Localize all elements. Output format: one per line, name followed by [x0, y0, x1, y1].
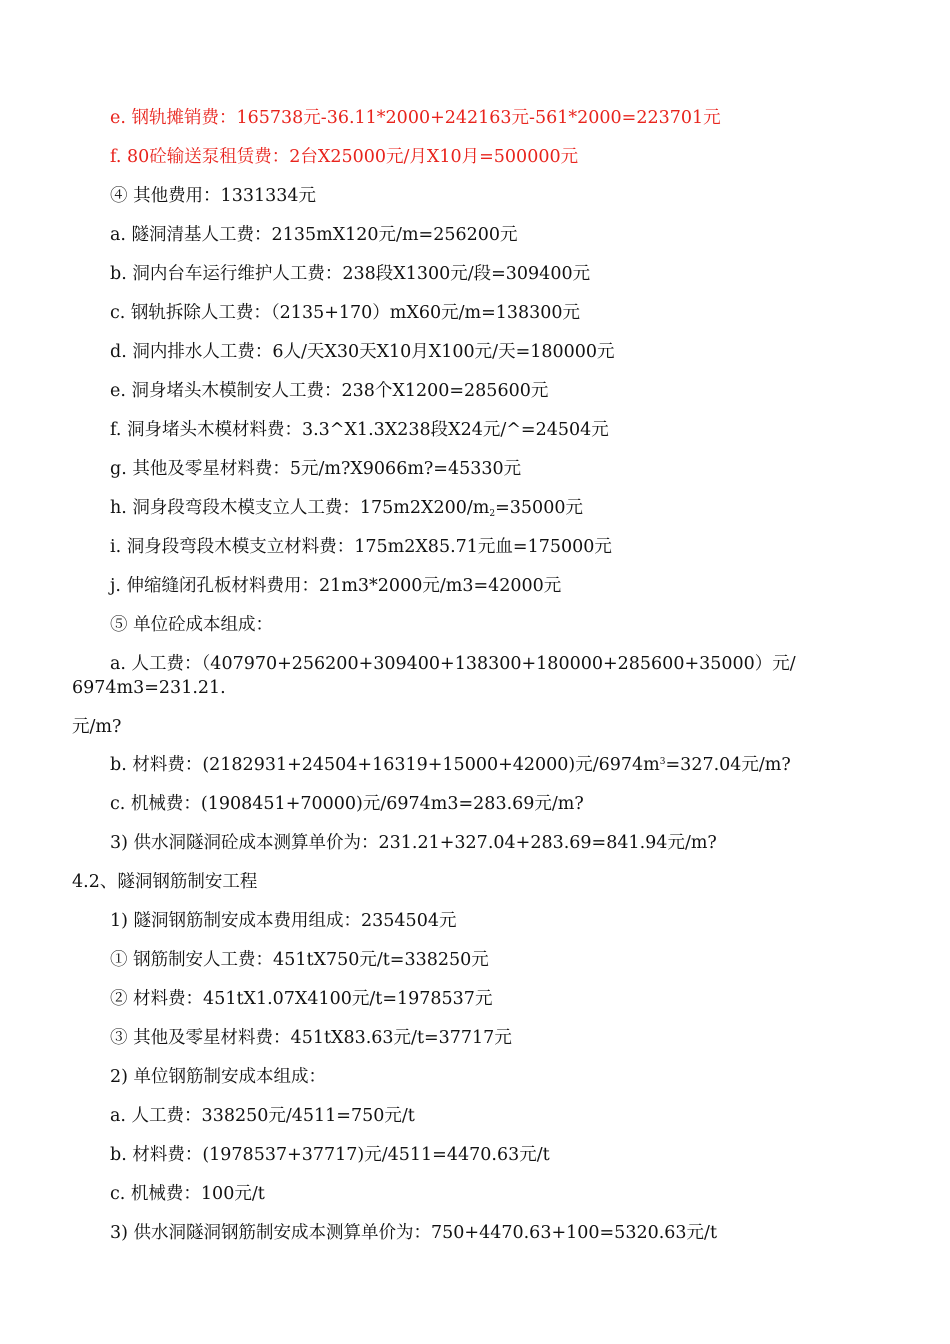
line-material-cost: [110, 753, 791, 777]
line-labor-cost-cont: 6974m3=231.21.: [72, 678, 226, 698]
line-material-cost-superscript: 3: [659, 757, 666, 767]
section-heading-4-2: 4.2、隧洞钢筋制安工程: [72, 872, 258, 892]
line-item-j: j. 伸缩缝闭孔板材料费用：21m3*2000元/m3=42000元: [110, 576, 562, 596]
line-machine-cost: c. 机械费：(1908451+70000)元/6974m3=283.69元/m?: [110, 794, 584, 814]
line-item-i: i. 洞身段弯段木模支立材料费：175m2X85.71元血=175000元: [110, 537, 612, 557]
line-rebar-unit-heading: 2) 单位钢筋制安成本组成：: [110, 1067, 327, 1087]
line-item-b: b. 洞内台车运行维护人工费：238段X1300元/段=309400元: [110, 264, 591, 284]
line-material-cost-main: b. 材料费：(2182931+24504+16319+15000+42000)元/6974m: [110, 755, 660, 775]
line-rebar-material: ② 材料费：451tX1.07X4100元/t=1978537元: [110, 989, 493, 1009]
line-concrete-unit-price: 3) 供水洞隧洞砼成本测算单价为：231.21+327.04+283.69=841.94元/m?: [110, 833, 717, 853]
line-pump-rental: f. 80砼输送泵租赁费：2台X25000元/月X10月=500000元: [110, 147, 579, 167]
line-item-h-tail: =35000元: [495, 498, 583, 518]
line-rebar-unit-material: b. 材料费：(1978537+37717)元/4511=4470.63元/t: [110, 1145, 550, 1165]
line-labor-cost-unit: 元/m?: [72, 717, 122, 737]
line-item-c: c. 钢轨拆除人工费：（2135+170）mX60元/m=138300元: [110, 303, 581, 323]
line-rebar-labor: ① 钢筋制安人工费：451tX750元/t=338250元: [110, 950, 489, 970]
line-item-h: [110, 496, 583, 520]
line-material-cost-tail: =327.04元/m?: [665, 755, 791, 775]
line-labor-cost: a. 人工费：（407970+256200+309400+138300+180000+285600+35000）元/: [110, 654, 796, 674]
line-item-d: d. 洞内排水人工费：6人/天X30天X10月X100元/天=180000元: [110, 342, 615, 362]
line-rebar-other-material: ③ 其他及零星材料费：451tX83.63元/t=37717元: [110, 1028, 512, 1048]
line-item-g: g. 其他及零星材料费：5元/m?X9066m?=45330元: [110, 459, 522, 479]
line-unit-cost-heading: ⑤ 单位砼成本组成：: [110, 615, 274, 635]
line-item-a: a. 隧洞清基人工费：2135mX120元/m=256200元: [110, 225, 518, 245]
line-rebar-unit-machine: c. 机械费：100元/t: [110, 1184, 265, 1204]
line-rail-amortization: e. 钢轨摊销费：165738元-36.11*2000+242163元-561*2000=223701元: [110, 108, 721, 128]
line-rebar-unit-price: 3) 供水洞隧洞钢筋制安成本测算单价为：750+4470.63+100=5320.63元/t: [110, 1223, 717, 1243]
line-other-costs-heading: ④ 其他费用：1331334元: [110, 186, 317, 206]
line-rebar-cost-total: 1) 隧洞钢筋制安成本费用组成：2354504元: [110, 911, 457, 931]
line-rebar-unit-labor: a. 人工费：338250元/4511=750元/t: [110, 1106, 415, 1126]
line-item-e: e. 洞身堵头木模制安人工费：238个X1200=285600元: [110, 381, 549, 401]
line-item-h-subscript: 2: [489, 509, 496, 519]
line-item-h-main: h. 洞身段弯段木模支立人工费：175m2X200/m: [110, 498, 490, 518]
line-item-f: f. 洞身堵头木模材料费：3.3^X1.3X238段X24元/^=24504元: [110, 420, 609, 440]
